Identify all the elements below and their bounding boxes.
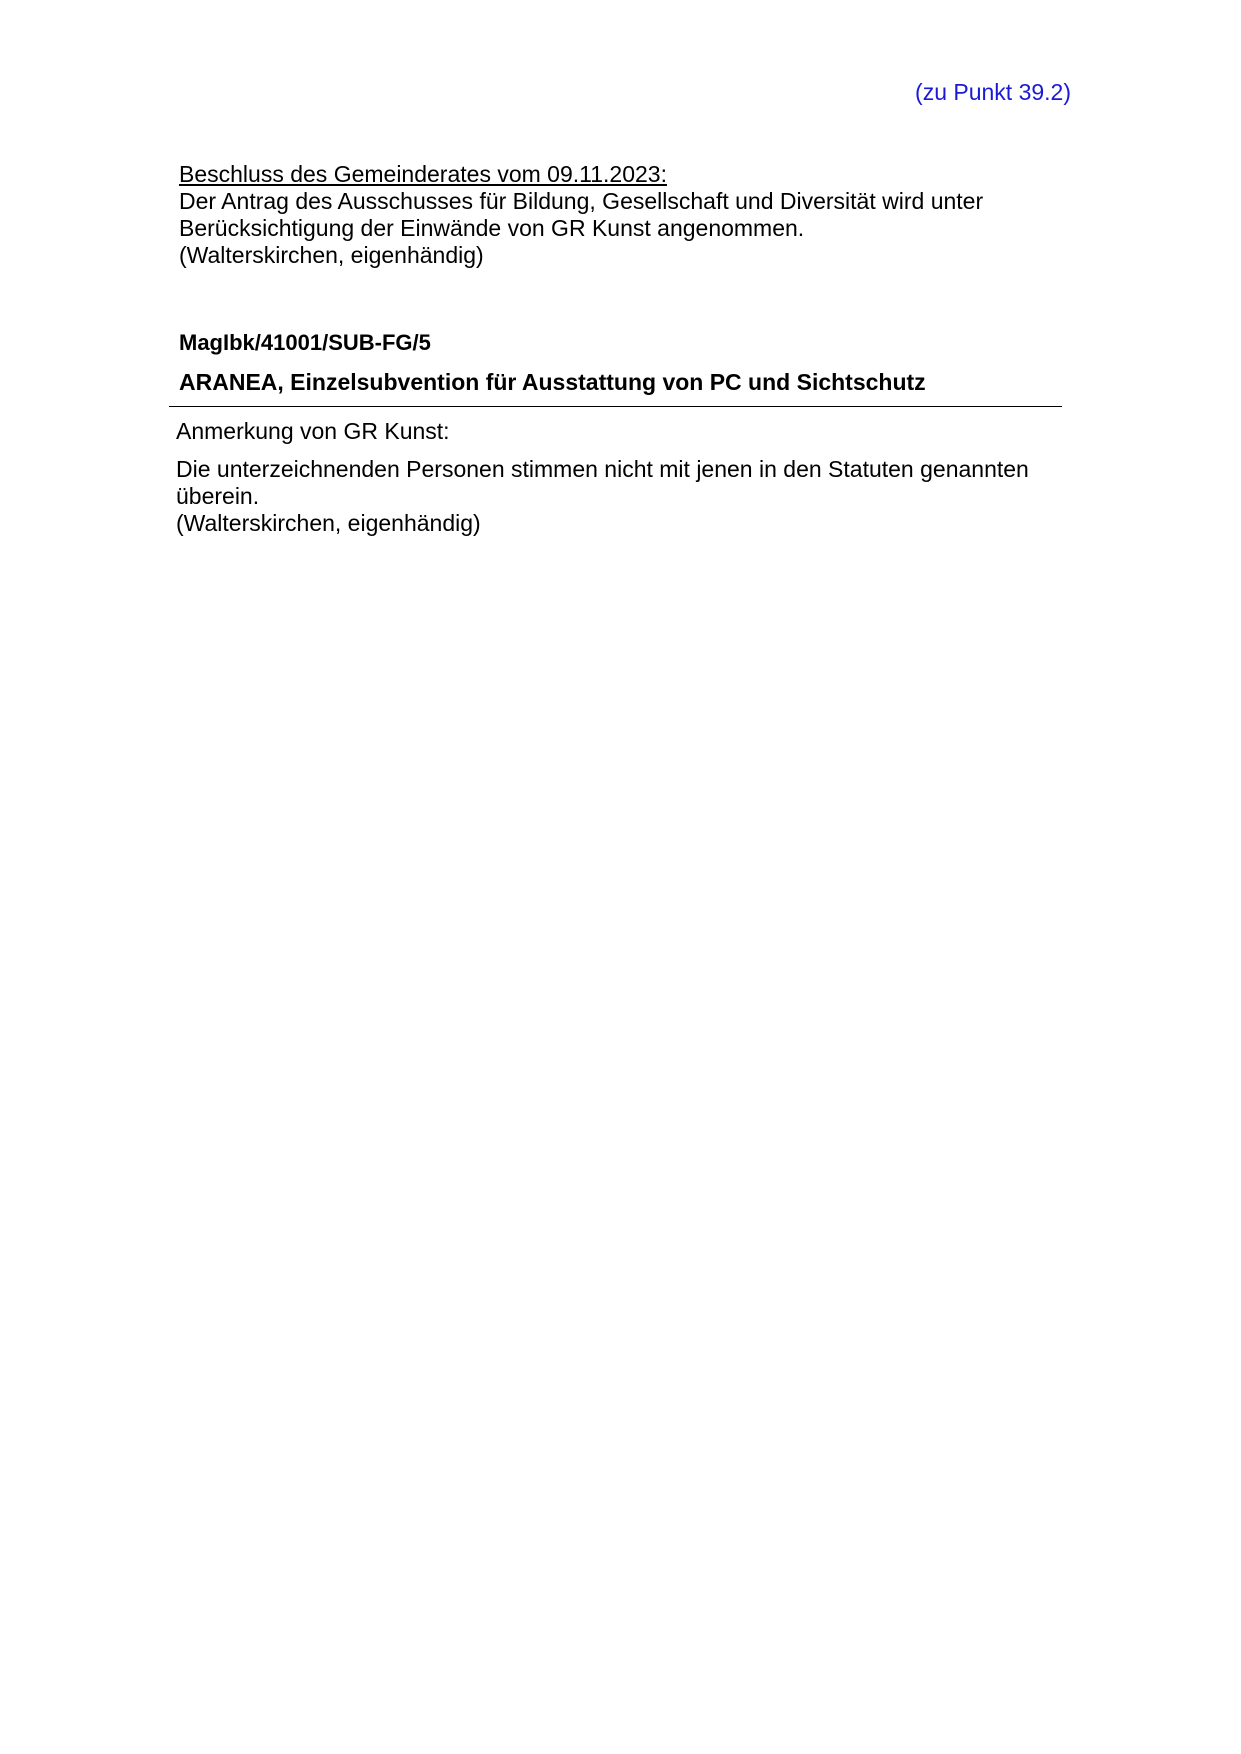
- remark-body: [176, 456, 1056, 537]
- agenda-reference: (zu Punkt 39.2): [915, 79, 1071, 105]
- section-divider: [169, 406, 1062, 407]
- resolution-heading: Beschluss des Gemeinderates vom 09.11.2023:: [179, 161, 667, 187]
- remark-text: Die unterzeichnenden Personen stimmen nicht mit jenen in den Statuten genannten überein.: [176, 456, 1029, 509]
- case-number: MagIbk/41001/SUB-FG/5: [179, 330, 431, 355]
- resolution-text: Der Antrag des Ausschusses für Bildung, Gesellschaft und Diversität wird unter Berücksichtigung der Einwände von GR Kunst angenommen.: [179, 188, 984, 241]
- remark-signature: (Walterskirchen, eigenhändig): [176, 510, 481, 536]
- resolution-signature: (Walterskirchen, eigenhändig): [179, 242, 484, 268]
- remark-label: Anmerkung von GR Kunst:: [176, 418, 450, 444]
- case-title: ARANEA, Einzelsubvention für Ausstattung von PC und Sichtschutz: [179, 369, 926, 395]
- council-resolution: [179, 161, 1079, 269]
